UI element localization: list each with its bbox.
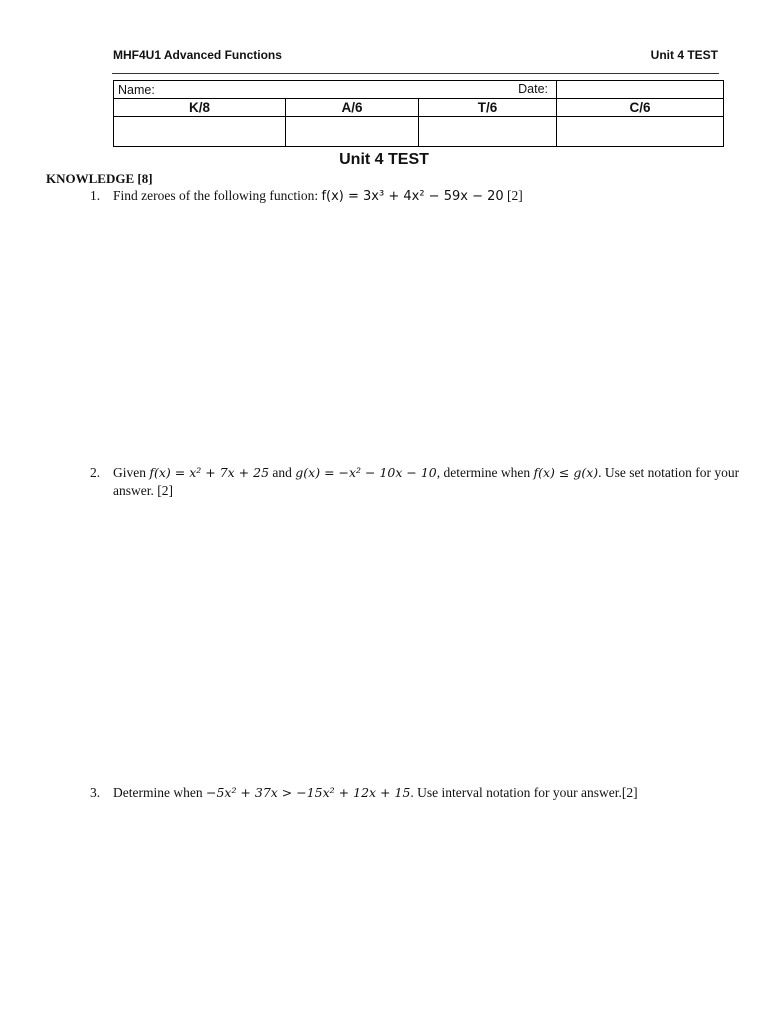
name-label: Name:	[118, 82, 155, 97]
question-text-and: and	[269, 465, 296, 480]
function-f: f(x) = x² + 7x + 25	[149, 465, 270, 480]
date-label: Date:	[518, 82, 549, 96]
marks-table	[113, 80, 724, 147]
question-number: 1.	[90, 188, 101, 203]
question-marks: [2]	[503, 188, 523, 203]
marks-entry-row	[114, 117, 724, 147]
question-text: Given	[113, 465, 150, 480]
column-c: C/6	[557, 99, 724, 117]
name-date-row	[114, 81, 724, 99]
question-3	[90, 784, 730, 804]
section-heading: KNOWLEDGE [8]	[46, 171, 153, 186]
unit-label: Unit 4 TEST	[650, 48, 718, 62]
question-text: Determine when	[113, 785, 206, 800]
column-a: A/6	[286, 99, 419, 117]
date-field[interactable]	[557, 81, 724, 99]
test-title: Unit 4 TEST	[339, 151, 429, 168]
course-name: MHF4U1 Advanced Functions	[113, 48, 282, 62]
score-c[interactable]	[557, 117, 724, 147]
question-number: 3.	[90, 785, 101, 800]
question-text: Find zeroes of the following function:	[113, 188, 322, 203]
inequality: −5x² + 37x > −15x² + 12x + 15	[205, 785, 411, 800]
name-field[interactable]	[114, 81, 557, 99]
question-math: f(x) = 3x³ + 4x² − 59x − 20	[321, 189, 504, 204]
question-1	[90, 187, 730, 207]
question-number: 2.	[90, 465, 101, 480]
column-k: K/8	[114, 99, 286, 117]
score-t[interactable]	[419, 117, 557, 147]
inequality: f(x) ≤ g(x)	[533, 465, 599, 480]
page-header	[113, 48, 718, 72]
question-text-mid: , determine when	[436, 465, 534, 480]
column-t: T/6	[419, 99, 557, 117]
question-2	[90, 464, 740, 504]
score-k[interactable]	[114, 117, 286, 147]
score-a[interactable]	[286, 117, 419, 147]
marks-header-row	[114, 99, 724, 117]
header-rule	[112, 73, 719, 74]
question-text-tail: . Use set notation for your	[598, 465, 740, 480]
question-text-line2: answer. [2]	[113, 483, 173, 498]
question-marks: . Use interval notation for your answer.[2]	[410, 785, 638, 800]
function-g: g(x) = −x² − 10x − 10	[295, 465, 437, 480]
